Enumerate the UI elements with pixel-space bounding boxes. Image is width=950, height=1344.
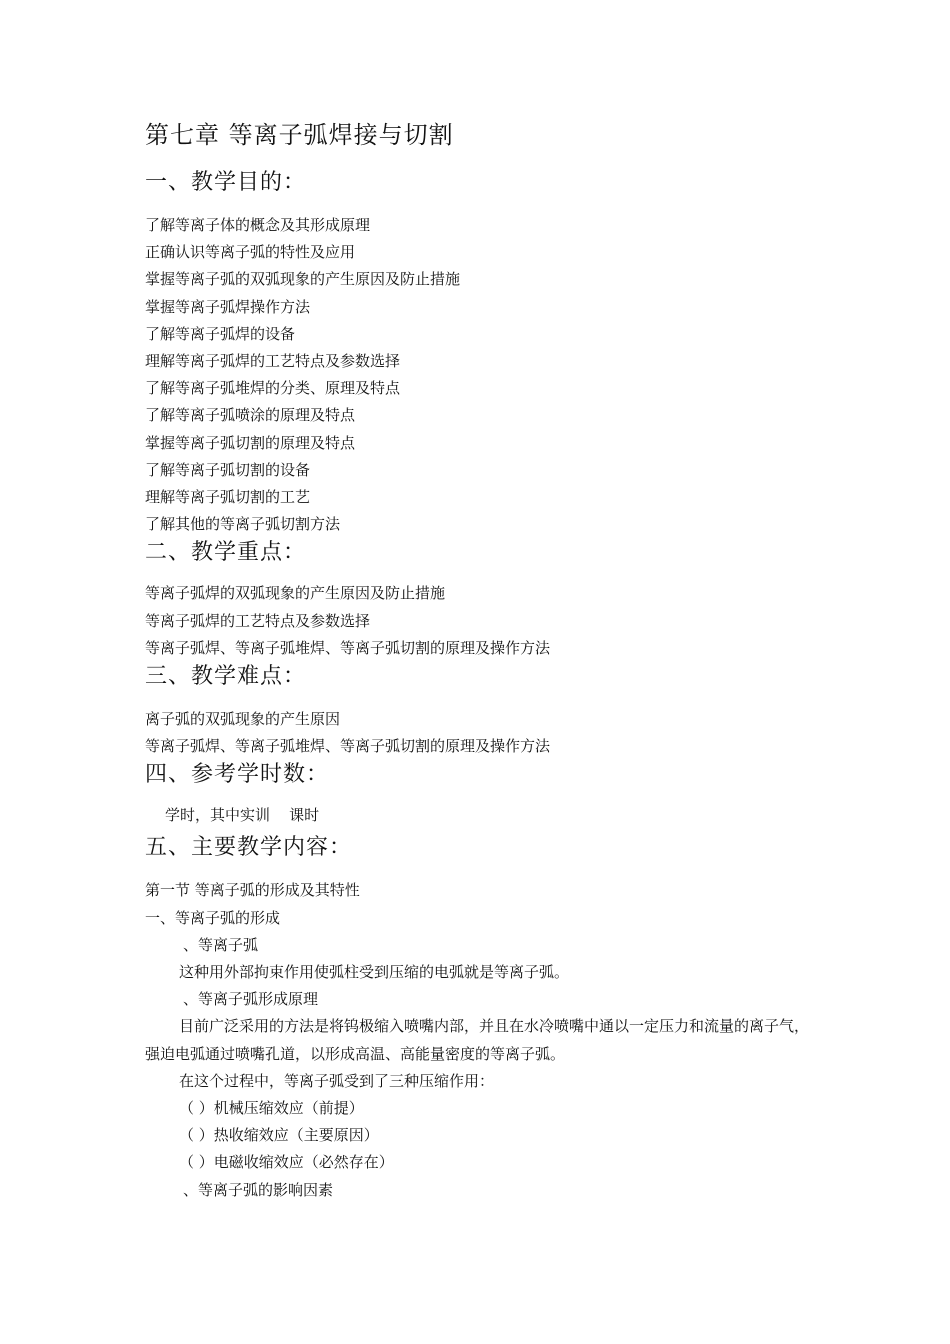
document-page xyxy=(145,118,825,1204)
list-item: 掌握等离子弧的双弧现象的产生原因及防止措施 xyxy=(145,270,461,289)
list-item: 离子弧的双弧现象的产生原因 xyxy=(145,710,341,729)
list-item: 正确认识等离子弧的特性及应用 xyxy=(145,243,356,262)
difficulties-list xyxy=(145,706,825,760)
list-item: 等离子弧焊的工艺特点及参数选择 xyxy=(145,611,371,630)
list-item: 等离子弧焊、等离子弧堆焊、等离子弧切割的原理及操作方法 xyxy=(145,737,551,756)
item-text: 在这个过程中，等离子弧受到了三种压缩作用： xyxy=(179,1071,495,1090)
hours-heading: 四、参考学时数： xyxy=(145,762,330,788)
list-item: 了解等离子弧焊的设备 xyxy=(145,324,296,343)
list-item: 等离子弧焊、等离子弧堆焊、等离子弧切割的原理及操作方法 xyxy=(145,638,551,657)
list-item: 了解等离子弧喷涂的原理及特点 xyxy=(145,406,356,425)
list-item: 了解等离子体的概念及其形成原理 xyxy=(145,216,371,234)
effect-item: （ ）机械压缩效应（前提） xyxy=(179,1099,364,1118)
effect-item: （ ）热收缩效应（主要原因） xyxy=(179,1126,379,1145)
objectives-heading: 一、教学目的： xyxy=(145,170,307,195)
item-title: 、等离子弧的影响因素 xyxy=(183,1180,334,1199)
list-item: 掌握等离子弧切割的原理及特点 xyxy=(145,433,356,452)
chapter-title: 第七章 等离子弧焊接与切割 xyxy=(145,121,454,149)
subsection-title: 一、等离子弧的形成 xyxy=(145,908,281,927)
paragraph: 目前广泛采用的方法是将钨极缩入喷嘴内部，并且在水冷喷嘴中通以一定压力和流量的离子气，强迫电弧通过喷嘴孔道，以形成高温、高能量密度的等离子弧。 xyxy=(145,1017,810,1063)
key-points-heading: 二、教学重点： xyxy=(145,540,307,566)
content-heading: 五、主要教学内容： xyxy=(145,835,353,861)
effect-item: （ ）电磁收缩效应（必然存在） xyxy=(179,1153,394,1172)
list-item: 等离子弧焊的双弧现象的产生原因及防止措施 xyxy=(145,584,446,603)
key-points-list xyxy=(145,580,825,662)
list-item: 理解等离子弧切割的工艺 xyxy=(145,488,311,507)
list-item: 了解其他的等离子弧切割方法 xyxy=(145,515,341,534)
objectives-list xyxy=(145,212,825,538)
list-item: 理解等离子弧焊的工艺特点及参数选择 xyxy=(145,352,401,371)
difficulties-heading: 三、教学难点： xyxy=(145,664,307,690)
hours-text: 学时，其中实训 课时 xyxy=(165,806,320,825)
list-item: 了解等离子弧切割的设备 xyxy=(145,460,311,479)
item-text: 这种用外部拘束作用使弧柱受到压缩的电弧就是等离子弧。 xyxy=(179,963,570,982)
item-title: 、等离子弧形成原理 xyxy=(183,990,319,1009)
section-title: 第一节 等离子弧的形成及其特性 xyxy=(145,881,360,900)
item-title: 、等离子弧 xyxy=(183,935,259,954)
list-item: 了解等离子弧堆焊的分类、原理及特点 xyxy=(145,379,401,398)
list-item: 掌握等离子弧焊操作方法 xyxy=(145,297,311,316)
